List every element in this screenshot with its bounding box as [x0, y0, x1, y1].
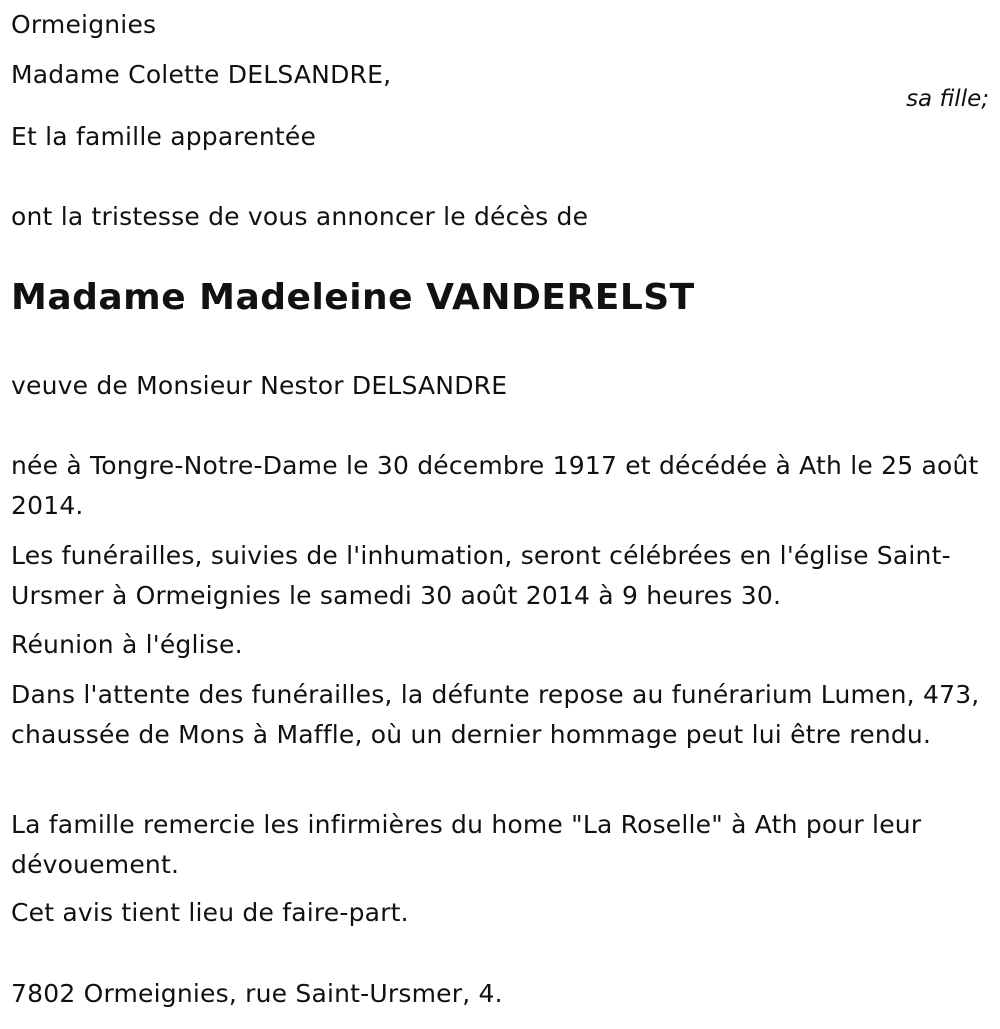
extended-family: Et la famille apparentée — [11, 122, 317, 151]
family-member-name: Madame Colette DELSANDRE, — [11, 60, 392, 89]
birth-death-paragraph: née à Tongre-Notre-Dame le 30 décembre 1917 et décédée à Ath le 25 août 2014. — [11, 451, 979, 520]
deceased-name: Madame Madeleine VANDERELST — [11, 277, 695, 318]
meeting-paragraph: Réunion à l'église. — [11, 630, 243, 659]
notice-paragraph: Cet avis tient lieu de faire-part. — [11, 898, 409, 927]
funeral-paragraph: Les funérailles, suivies de l'inhumation, seront célébrées en l'église Saint-Ursmer à Ormeignies le samedi 30 août 2014 à 9 heures 30. — [11, 541, 951, 610]
town-heading: Ormeignies — [11, 10, 157, 39]
announcement-intro: ont la tristesse de vous annoncer le décès de — [11, 202, 589, 231]
visitation-paragraph: Dans l'attente des funérailles, la défunte repose au funérarium Lumen, 473, chaussée de Mons à Maffle, où un dernier hommage peut lui être rendu. — [11, 680, 980, 749]
family-address: 7802 Ormeignies, rue Saint-Ursmer, 4. — [11, 979, 503, 1008]
thanks-paragraph: La famille remercie les infirmières du home "La Roselle" à Ath pour leur dévouement. — [11, 810, 922, 879]
widow-of: veuve de Monsieur Nestor DELSANDRE — [11, 371, 508, 400]
family-member-relation: sa fille; — [906, 86, 989, 112]
